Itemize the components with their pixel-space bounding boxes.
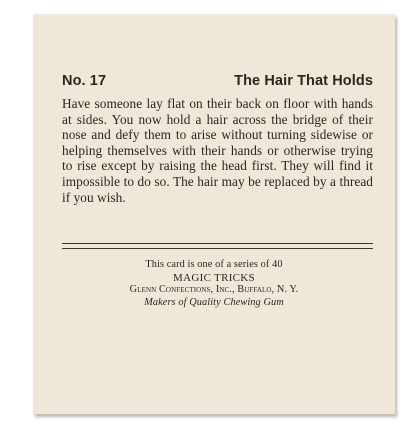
card-number: No. 17 [62,73,107,89]
card-instructions: Have someone lay flat on their back on floor with hands at sides. You now hold a hair across the bridge of their nose and defy them to arise without turning sidewise or helping themselves with their hands or otherwise trying to rise except by raising the head first. They will find it impossible to do so. The hair may be replaced by a thread if you wish. [62,96,373,205]
card-footer [33,259,395,309]
company-tagline: Makers of Quality Chewing Gum [144,296,284,308]
card-header [62,73,373,89]
double-rule-divider [62,243,373,249]
series-note: This card is one of a series of 40 [145,259,283,270]
company-name: Glenn Confections, Inc., Buffalo, N. Y. [129,284,299,296]
trading-card [33,14,395,414]
card-title: The Hair That Holds [234,73,373,89]
series-title: MAGIC TRICKS [173,271,255,284]
